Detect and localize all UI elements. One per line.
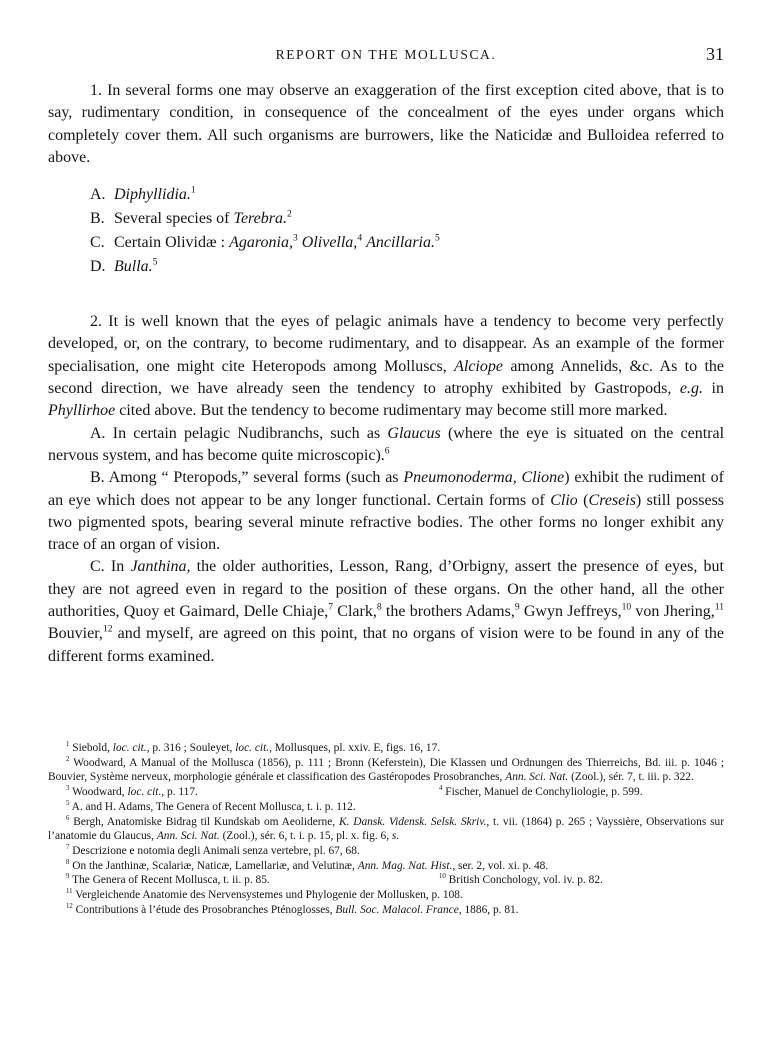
footnote-3: $^3$ Woodward, loc. cit., p. 117. <box>66 785 198 799</box>
paragraph-1: 1. In several forms one may observe an exaggeration of the first exception cited above, that is to say, rudimentary condition, in consequence of the concealment of the eyes under organs which completely cover them. All such organisms are burrowers, like the Naticidæ and Bulloidea referred to above. <box>48 82 724 166</box>
paragraph-2: 2. It is well known that the eyes of pelagic animals have a tendency to become very perfectly developed, or, on the contrary, to become rudimentary, and to disappear. As an example of the former specialisation, one might cite Heteropods among Molluscs, Alciope among Annelids, &c. As to the second direction, we have already seen the tendency to atrophy exhibited by Gastropods, e.g. in Phyllirhoe cited above. But the tendency to become rudimentary may become still more marked. <box>48 313 725 420</box>
running-title: REPORT ON THE MOLLUSCA. <box>275 47 497 62</box>
footnotes <box>48 741 724 917</box>
list-item-c: C. Certain Olividæ : Agaronia,$^3$ Olivella,$^4$ Ancillaria.$^5$ <box>90 232 440 252</box>
body-text <box>48 80 724 668</box>
list-item-a: A. Diphyllidia.$^1$ <box>90 184 196 204</box>
footnote-11: $^{11}$ Vergleichende Anatomie des Nervensystemes und Phylogenie der Mollusken, p. 108. <box>66 888 463 902</box>
footnote-9: $^9$ The Genera of Recent Mollusca, t. ii. p. 85. <box>66 873 270 887</box>
list-item-d: D. Bulla.$^5$ <box>90 256 158 276</box>
footnote-2: $^2$ Woodward, A Manual of the Mollusca (1856), p. 111 ; Bronn (Keferstein), Die Klassen und Ordnungen des Thierreichs, Bd. iii. p. 1046 ; Bouvier, Système nerveux, morphologie générale et classification des Gastéropodes Prosobranches, Ann. Sci. Nat. (Zool.), sér. 7, t. iii. p. 322. <box>48 755 724 784</box>
footnote-12: $^{12}$ Contributions à l’étude des Prosobranches Pténoglosses, Bull. Soc. Malacol. France, 1886, p. 81. <box>66 902 519 916</box>
page-header <box>48 44 724 68</box>
footnote-row-3-4 <box>48 785 724 800</box>
footnote-5: $^5$ A. and H. Adams, The Genera of Recent Mollusca, t. i. p. 112. <box>66 800 356 813</box>
paragraph-4: B. Among “ Pteropods,” several forms (such as Pneumonoderma, Clione) exhibit the rudiment of an eye which does not appear to be any longer functional. Certain forms of Clio (Creseis) still possess two pigmented spots, bearing several minute refractive bodies. The other forms no longer exhibit any trace of an organ of vision. <box>48 469 725 554</box>
list-item-b: B. Several species of Terebra.$^2$ <box>90 208 292 228</box>
species-list <box>90 183 724 279</box>
paragraph-5: C. In Janthina, the older authorities, Lesson, Rang, d’Orbigny, assert the presence of eyes, but they are not agreed even in regard to the position of these organs. On the other hand, all the other authorities, Quoy et Gaimard, Delle Chiaje,$^7$ Clark,$^8$ the brothers Adams,$^9$ Gwyn Jeffreys,$^{10}$ von Jhering,$^{11}$ Bouvier,$^{12}$ and myself, are agreed on this point, that no organs of vision were to be found in any of the different forms examined. <box>48 558 725 665</box>
footnote-8: $^8$ On the Janthinæ, Scalariæ, Naticæ, Lamellariæ, and Velutinæ, Ann. Mag. Nat. Hist., ser. 2, vol. xi. p. 48. <box>66 858 549 872</box>
footnote-6: $^6$ Bergh, Anatomiske Bidrag til Kundskab om Aeoliderne, K. Dansk. Vidensk. Selsk. Skriv., t. vii. (1864) p. 265 ; Vayssière, Observations sur l’anatomie du Glaucus, Ann. Sci. Nat. (Zool.), sér. 6, t. i. p. 15, pl. x. fig. 6, s. <box>48 814 724 843</box>
footnote-10: $^{10}$ British Conchology, vol. iv. p. 82. <box>439 873 603 887</box>
footnote-4: $^4$ Fischer, Manuel de Conchyliologie, p. 599. <box>439 785 643 799</box>
footnote-row-9-10 <box>48 873 724 888</box>
paragraph-3: A. In certain pelagic Nudibranchs, such as Glaucus (where the eye is situated on the central nervous system, and has become quite microscopic).$^6$ <box>48 424 725 464</box>
footnote-1: $^1$ Siebold, loc. cit., p. 316 ; Souleyet, loc. cit., Mollusques, pl. xxiv. E, figs. 16, 17. <box>66 741 441 754</box>
page-number: 31 <box>706 44 724 64</box>
footnote-7: $^7$ Descrizione e notomia degli Animali senza vertebre, pl. 67, 68. <box>66 844 360 857</box>
